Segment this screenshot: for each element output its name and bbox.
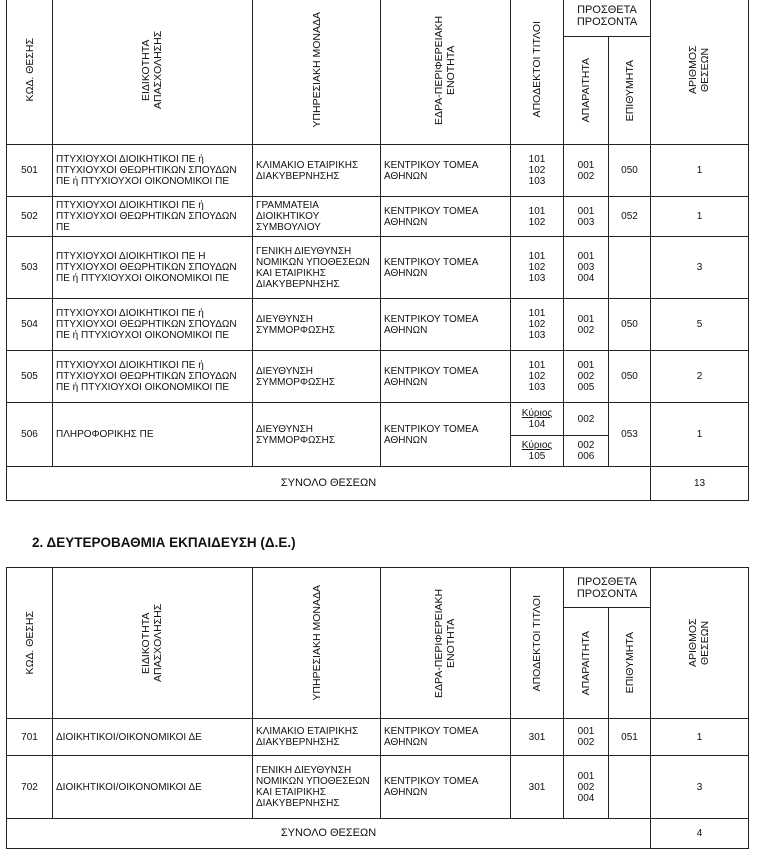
service-unit: ΔΙΕΥΘΥΝΣΗ ΣΥΜΜΟΡΦΩΣΗΣ [253, 351, 381, 403]
desired-qualifications: 050 [609, 299, 651, 351]
table-row [7, 197, 749, 237]
seat: ΚΕΝΤΡΙΚΟΥ ΤΟΜΕΑ ΑΘΗΝΩΝ [381, 237, 511, 299]
required-qualifications-value: 002 [577, 737, 595, 748]
seat: ΚΕΝΤΡΙΚΟΥ ΤΟΜΕΑ ΑΘΗΝΩΝ [381, 719, 511, 756]
positions-count: 1 [651, 719, 749, 756]
accepted-titles-value: 101 [528, 360, 546, 371]
required-qualifications-value: 005 [577, 382, 595, 393]
header-required: ΑΠΑΡΑΙΤΗΤΑ [564, 608, 609, 719]
position-code: 504 [7, 299, 53, 351]
seat: ΚΕΝΤΡΙΚΟΥ ΤΟΜΕΑ ΑΘΗΝΩΝ [381, 756, 511, 819]
header-extra: ΠΡΟΣΘΕΤΑ ΠΡΟΣΟΝΤΑ [564, 568, 651, 608]
header-titles: ΑΠΟΔΕΚΤΟΙ ΤΙΤΛΟΙ [511, 0, 564, 145]
required-qualifications-value: 002 [577, 170, 595, 182]
table-row [7, 237, 749, 299]
main-title-label: Κύριος [521, 440, 553, 451]
accepted-titles-value: 101 [528, 205, 546, 217]
required-qualifications [564, 436, 609, 467]
positions-count: 5 [651, 299, 749, 351]
seat: ΚΕΝΤΡΙΚΟΥ ΤΟΜΕΑ ΑΘΗΝΩΝ [381, 145, 511, 197]
required-qualifications [564, 145, 609, 197]
desired-qualifications: 051 [609, 719, 651, 756]
accepted-titles-main [511, 403, 564, 436]
header-unit: ΥΠΗΡΕΣΙΑΚΗ ΜΟΝΑΔΑ [253, 0, 381, 145]
accepted-titles-value: 103 [528, 176, 546, 187]
total-label: ΣΥΝΟΛΟ ΘΕΣΕΩΝ [7, 819, 651, 849]
total-row [7, 467, 749, 501]
desired-qualifications: 050 [609, 145, 651, 197]
desired-qualifications [609, 756, 651, 819]
accepted-titles [511, 197, 564, 237]
required-qualifications-value: 003 [577, 262, 595, 273]
header-extra: ΠΡΟΣΘΕΤΑ ΠΡΟΣΟΝΤΑ [564, 0, 651, 37]
required-qualifications-value: 002 [577, 440, 595, 451]
accepted-titles-value: 103 [528, 330, 546, 341]
accepted-titles-value: 103 [528, 273, 546, 284]
accepted-titles-value: 101 [528, 308, 546, 319]
accepted-titles [511, 756, 564, 819]
seat: ΚΕΝΤΡΙΚΟΥ ΤΟΜΕΑ ΑΘΗΝΩΝ [381, 197, 511, 237]
total-positions: 13 [651, 467, 749, 501]
header-positions: ΑΡΙΘΜΟΣ ΘΕΣΕΩΝ [651, 568, 749, 719]
seat: ΚΕΝΤΡΙΚΟΥ ΤΟΜΕΑ ΑΘΗΝΩΝ [381, 403, 511, 467]
service-unit: ΓΡΑΜΜΑΤΕΙΑ ΔΙΟΙΚΗΤΙΚΟΥ ΣΥΜΒΟΥΛΙΟΥ [253, 197, 381, 237]
required-qualifications [564, 719, 609, 756]
seat: ΚΕΝΤΡΙΚΟΥ ΤΟΜΕΑ ΑΘΗΝΩΝ [381, 299, 511, 351]
position-code: 506 [7, 403, 53, 467]
service-unit: ΓΕΝΙΚΗ ΔΙΕΥΘΥΝΣΗ ΝΟΜΙΚΩΝ ΥΠΟΘΕΣΕΩΝ ΚΑΙ ΕΤΑΙΡΙΚΗΣ ΔΙΑΚΥΒΕΡΝΗΣΗΣ [253, 756, 381, 819]
header-specialty: ΕΙΔΙΚΟΤΗΤΑ ΑΠΑΣΧΟΛΗΣΗΣ [53, 0, 253, 145]
accepted-titles [511, 719, 564, 756]
accepted-titles-value: 102 [528, 371, 546, 382]
header-positions: ΑΡΙΘΜΟΣ ΘΕΣΕΩΝ [651, 0, 749, 145]
required-qualifications-value: 001 [577, 251, 595, 262]
seat: ΚΕΝΤΡΙΚΟΥ ΤΟΜΕΑ ΑΘΗΝΩΝ [381, 351, 511, 403]
specialty: ΔΙΟΙΚΗΤΙΚΟΙ/ΟΙΚΟΝΟΜΙΚΟΙ ΔΕ [53, 756, 253, 819]
accepted-titles-value: 102 [528, 262, 546, 273]
accepted-titles-value: 102 [528, 319, 546, 330]
service-unit: ΔΙΕΥΘΥΝΣΗ ΣΥΜΜΟΡΦΩΣΗΣ [253, 299, 381, 351]
required-qualifications [564, 197, 609, 237]
required-qualifications-value: 001 [577, 360, 595, 371]
accepted-titles-value: 102 [528, 216, 546, 228]
header-titles: ΑΠΟΔΕΚΤΟΙ ΤΙΤΛΟΙ [511, 568, 564, 719]
header-desired: ΕΠΙΘΥΜΗΤΑ [609, 37, 651, 145]
specialty: ΠΛΗΡΟΦΟΡΙΚΗΣ ΠΕ [53, 403, 253, 467]
specialty: ΠΤΥΧΙΟΥΧΟΙ ΔΙΟΙΚΗΤΙΚΟΙ ΠΕ ή ΠΤΥΧΙΟΥΧΟΙ ΘΕΩΡΗΤΙΚΩΝ ΣΠΟΥΔΩΝ ΠΕ ή ΠΤΥΧΙΟΥΧΟΙ ΟΙΚΟΝΟΜΙΚΟΙ ΠΕ [53, 351, 253, 403]
table-row [7, 403, 749, 436]
desired-qualifications [609, 237, 651, 299]
header-desired: ΕΠΙΘΥΜΗΤΑ [609, 608, 651, 719]
header-seat: ΕΔΡΑ-ΠΕΡΙΦΕΡΕΙΑΚΗ ΕΝΟΤΗΤΑ [381, 0, 511, 145]
accepted-titles-value: 103 [528, 382, 546, 393]
position-code: 502 [7, 197, 53, 237]
total-row [7, 819, 749, 849]
specialty: ΠΤΥΧΙΟΥΧΟΙ ΔΙΟΙΚΗΤΙΚΟΙ ΠΕ ή ΠΤΥΧΙΟΥΧΟΙ ΘΕΩΡΗΤΙΚΩΝ ΣΠΟΥΔΩΝ ΠΕ [53, 197, 253, 237]
accepted-titles [511, 145, 564, 197]
desired-qualifications: 052 [609, 197, 651, 237]
table-row [7, 145, 749, 197]
position-code: 503 [7, 237, 53, 299]
positions-count: 3 [651, 237, 749, 299]
specialty: ΠΤΥΧΙΟΥΧΟΙ ΔΙΟΙΚΗΤΙΚΟΙ ΠΕ ή ΠΤΥΧΙΟΥΧΟΙ ΘΕΩΡΗΤΙΚΩΝ ΣΠΟΥΔΩΝ ΠΕ ή ΠΤΥΧΙΟΥΧΟΙ ΟΙΚΟΝΟΜΙΚΟΙ ΠΕ [53, 145, 253, 197]
required-qualifications [564, 299, 609, 351]
service-unit: ΚΛΙΜΑΚΙΟ ΕΤΑΙΡΙΚΗΣ ΔΙΑΚΥΒΕΡΝΗΣΗΣ [253, 719, 381, 756]
accepted-title-value: 105 [528, 451, 546, 462]
required-qualifications-value: 001 [577, 770, 595, 782]
specialty: ΠΤΥΧΙΟΥΧΟΙ ΔΙΟΙΚΗΤΙΚΟΙ ΠΕ ή ΠΤΥΧΙΟΥΧΟΙ ΘΕΩΡΗΤΙΚΩΝ ΣΠΟΥΔΩΝ ΠΕ ή ΠΤΥΧΙΟΥΧΟΙ ΟΙΚΟΝΟΜΙΚΟΙ ΠΕ [53, 299, 253, 351]
accepted-titles [511, 299, 564, 351]
required-qualifications [564, 351, 609, 403]
accepted-title-value: 104 [528, 419, 546, 430]
required-qualifications-value: 003 [577, 216, 595, 228]
required-qualifications-value: 001 [577, 726, 595, 737]
header-code: ΚΩΔ. ΘΕΣΗΣ [7, 0, 53, 145]
header-unit: ΥΠΗΡΕΣΙΑΚΗ ΜΟΝΑΔΑ [253, 568, 381, 719]
section-title: 2. ΔΕΥΤΕΡΟΒΑΘΜΙΑ ΕΚΠΑΙΔΕΥΣΗ (Δ.Ε.) [32, 535, 296, 550]
header-specialty: ΕΙΔΙΚΟΤΗΤΑ ΑΠΑΣΧΟΛΗΣΗΣ [53, 568, 253, 719]
positions-count: 1 [651, 145, 749, 197]
total-label: ΣΥΝΟΛΟ ΘΕΣΕΩΝ [7, 467, 651, 501]
accepted-titles [511, 237, 564, 299]
accepted-titles-value: 301 [528, 731, 546, 743]
specialty: ΔΙΟΙΚΗΤΙΚΟΙ/ΟΙΚΟΝΟΜΙΚΟΙ ΔΕ [53, 719, 253, 756]
required-qualifications-value: 002 [577, 371, 595, 382]
accepted-titles-value: 301 [528, 781, 546, 793]
header-code: ΚΩΔ. ΘΕΣΗΣ [7, 568, 53, 719]
table-row [7, 719, 749, 756]
required-qualifications: 002 [564, 403, 609, 436]
required-qualifications-value: 001 [577, 205, 595, 217]
required-qualifications-value: 001 [577, 159, 595, 171]
position-code: 501 [7, 145, 53, 197]
table-row [7, 756, 749, 819]
main-title-label: Κύριος [521, 408, 553, 419]
service-unit: ΔΙΕΥΘΥΝΣΗ ΣΥΜΜΟΡΦΩΣΗΣ [253, 403, 381, 467]
position-code: 701 [7, 719, 53, 756]
total-positions: 4 [651, 819, 749, 849]
positions-table-de [6, 567, 749, 849]
table-row [7, 351, 749, 403]
positions-table-pe [6, 0, 749, 501]
positions-count: 1 [651, 403, 749, 467]
positions-count: 1 [651, 197, 749, 237]
required-qualifications-value: 002 [577, 781, 595, 793]
header-required: ΑΠΑΡΑΙΤΗΤΑ [564, 37, 609, 145]
required-qualifications-value: 002 [577, 324, 595, 336]
required-qualifications-value: 001 [577, 313, 595, 325]
accepted-titles-value: 102 [528, 165, 546, 176]
accepted-titles [511, 351, 564, 403]
position-code: 702 [7, 756, 53, 819]
required-qualifications [564, 237, 609, 299]
table-row [7, 299, 749, 351]
desired-qualifications: 053 [609, 403, 651, 467]
required-qualifications-value: 006 [577, 451, 595, 462]
required-qualifications-value: 004 [577, 273, 595, 284]
accepted-titles-main [511, 436, 564, 467]
specialty: ΠΤΥΧΙΟΥΧΟΙ ΔΙΟΙΚΗΤΙΚΟΙ ΠΕ Η ΠΤΥΧΙΟΥΧΟΙ ΘΕΩΡΗΤΙΚΩΝ ΣΠΟΥΔΩΝ ΠΕ ή ΠΤΥΧΙΟΥΧΟΙ ΟΙΚΟΝΟΜΙΚΟΙ ΠΕ [53, 237, 253, 299]
position-code: 505 [7, 351, 53, 403]
required-qualifications [564, 756, 609, 819]
service-unit: ΓΕΝΙΚΗ ΔΙΕΥΘΥΝΣΗ ΝΟΜΙΚΩΝ ΥΠΟΘΕΣΕΩΝ ΚΑΙ ΕΤΑΙΡΙΚΗΣ ΔΙΑΚΥΒΕΡΝΗΣΗΣ [253, 237, 381, 299]
accepted-titles-value: 101 [528, 251, 546, 262]
accepted-titles-value: 101 [528, 154, 546, 165]
positions-count: 3 [651, 756, 749, 819]
positions-count: 2 [651, 351, 749, 403]
header-seat: ΕΔΡΑ-ΠΕΡΙΦΕΡΕΙΑΚΗ ΕΝΟΤΗΤΑ [381, 568, 511, 719]
required-qualifications-value: 004 [577, 792, 595, 804]
desired-qualifications: 050 [609, 351, 651, 403]
service-unit: ΚΛΙΜΑΚΙΟ ΕΤΑΙΡΙΚΗΣ ΔΙΑΚΥΒΕΡΝΗΣΗΣ [253, 145, 381, 197]
